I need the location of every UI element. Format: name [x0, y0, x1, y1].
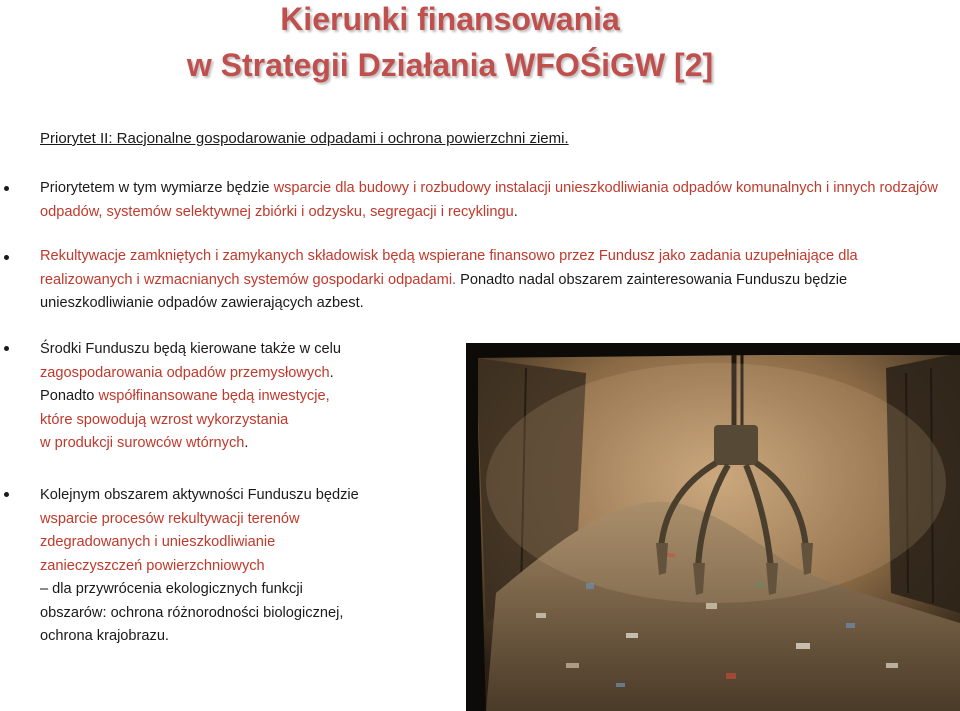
text: Kolejnym obszarem aktywności Funduszu będzie	[40, 487, 359, 503]
bullet-icon	[4, 186, 9, 191]
waste-bunker-photo	[466, 343, 960, 711]
text: Priorytetem w tym wymiarze będzie	[40, 180, 274, 196]
slide-title-line1: Kierunki finansowania	[280, 1, 620, 37]
text: Ponadto nadal obszarem zainteresowania Funduszu będzie unieszkodliwianie odpadów zawierających azbest.	[40, 271, 848, 311]
text: .	[244, 435, 249, 451]
highlight-text: zdegradowanych i unieszkodliwianie	[40, 534, 276, 550]
text: .	[513, 203, 518, 220]
text: .	[329, 364, 334, 381]
text: – dla przywrócenia ekologicznych funkcji	[40, 581, 303, 597]
highlight-text: współfinansowane będą inwestycje,	[98, 388, 330, 404]
highlight-text: Rekultywacje zamkniętych i zamykanych składowisk będą wspierane finansowo przez Fundusz jako zadania uzupełniające dla realizowanych i wzmacnianych systemów gospodarki odpadami.	[40, 248, 858, 288]
text: Środki Funduszu będą kierowane także w celu	[40, 341, 341, 357]
paragraph-reclamation	[40, 484, 460, 649]
slide-title-line2: w Strategii Działania WFOŚiGW [2]	[186, 47, 714, 83]
highlight-text: zanieczyszczeń powierzchniowych	[40, 557, 265, 574]
priority-heading: Priorytet II: Racjonalne gospodarowanie odpadami i ochrona powierzchni ziemi.	[40, 130, 569, 147]
highlight-text: zagospodarowania odpadów przemysłowych	[40, 364, 330, 381]
text: ochrona krajobrazu.	[40, 628, 169, 644]
highlight-text: wsparcie procesów rekultywacji terenów	[40, 510, 300, 527]
paragraph-recycling	[40, 177, 940, 224]
highlight-text: w produkcji surowców wtórnych	[40, 435, 245, 451]
text: obszarów: ochrona różnorodności biologicznej,	[40, 604, 344, 621]
paragraph-landfill-reclamation	[40, 245, 940, 316]
highlight-text: które spowodują wzrost wykorzystania	[40, 411, 289, 428]
bullet-icon	[4, 255, 9, 260]
bullet-icon	[4, 346, 9, 351]
slide-title	[0, 0, 900, 88]
highlight-text: wsparcie dla budowy i rozbudowy instalacji unieszkodliwiania odpadów komunalnych i innych rodzajów odpadów, systemów selektywnej zbiórki i odzysku, segregacji i recyklingu	[40, 180, 938, 220]
bullet-icon	[4, 492, 9, 497]
text: Ponadto	[40, 388, 99, 404]
paragraph-industrial-waste	[40, 338, 460, 456]
